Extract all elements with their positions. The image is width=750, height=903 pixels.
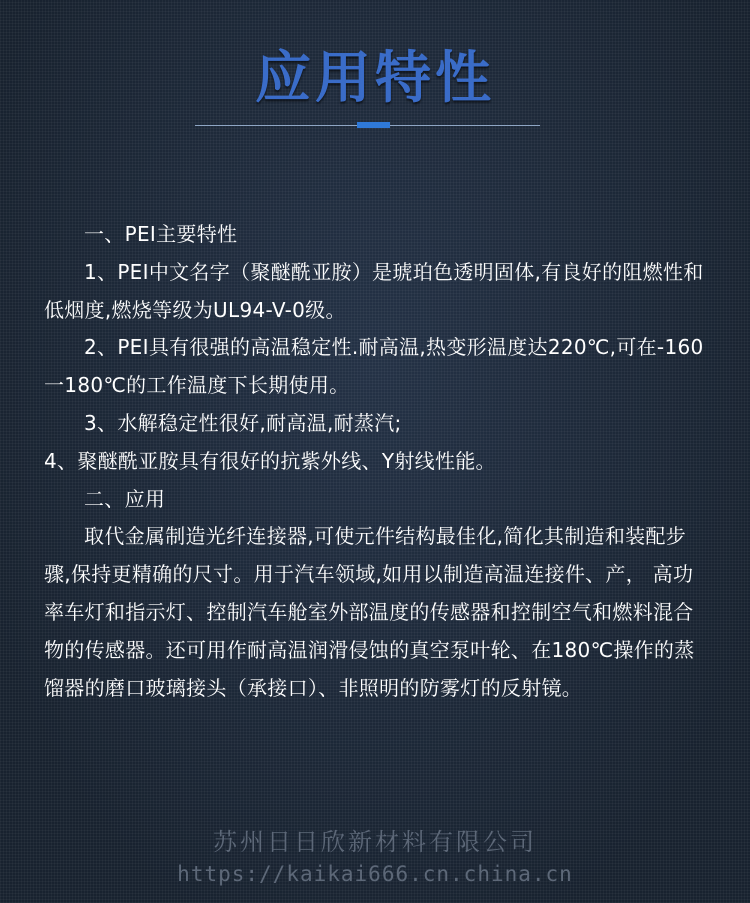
footer-company-name: 苏州日日欣新材料有限公司 [213, 828, 537, 856]
page-title: 应用特性 [255, 46, 495, 111]
section1-item-3: 3、水解稳定性很好,耐高温,耐蒸汽; [84, 410, 402, 435]
title-divider-accent [357, 122, 390, 128]
footer-url: https://kaikai666.cn.china.cn [177, 862, 573, 886]
content-body [44, 216, 704, 707]
section2-body: 取代金属制造光纤连接器,可使元件结构最佳化,简化其制造和装配步骤,保持更精确的尺寸。用于汽车领域,如用以制造高温连接件、产， 高功率车灯和指示灯、控制汽车舱室外部温度的传感器和控制空气和燃料混合物的传感器。还可用作耐高温润滑侵蚀的真空泵叶轮、在180℃操作的蒸馏器的磨口玻璃接头（承接口）、非照明的防雾灯的反射镜。 [44, 524, 695, 700]
section1-item-2: 2、PEI具有很强的高温稳定性.耐高温,热变形温度达220℃,可在-160一180℃的工作温度下长期使用。 [44, 335, 704, 398]
section1-item-4: 4、聚醚酰亚胺具有很好的抗紫外线、Y射线性能。 [44, 448, 496, 473]
section1-heading: 一、PEI主要特性 [84, 222, 238, 246]
section1-item-1: 1、PEI中文名字（聚醚酰亚胺）是琥珀色透明固体,有良好的阻燃性和低烟度,燃烧等级为UL94-V-0级。 [44, 259, 704, 322]
section2-heading: 二、应用 [84, 486, 166, 511]
